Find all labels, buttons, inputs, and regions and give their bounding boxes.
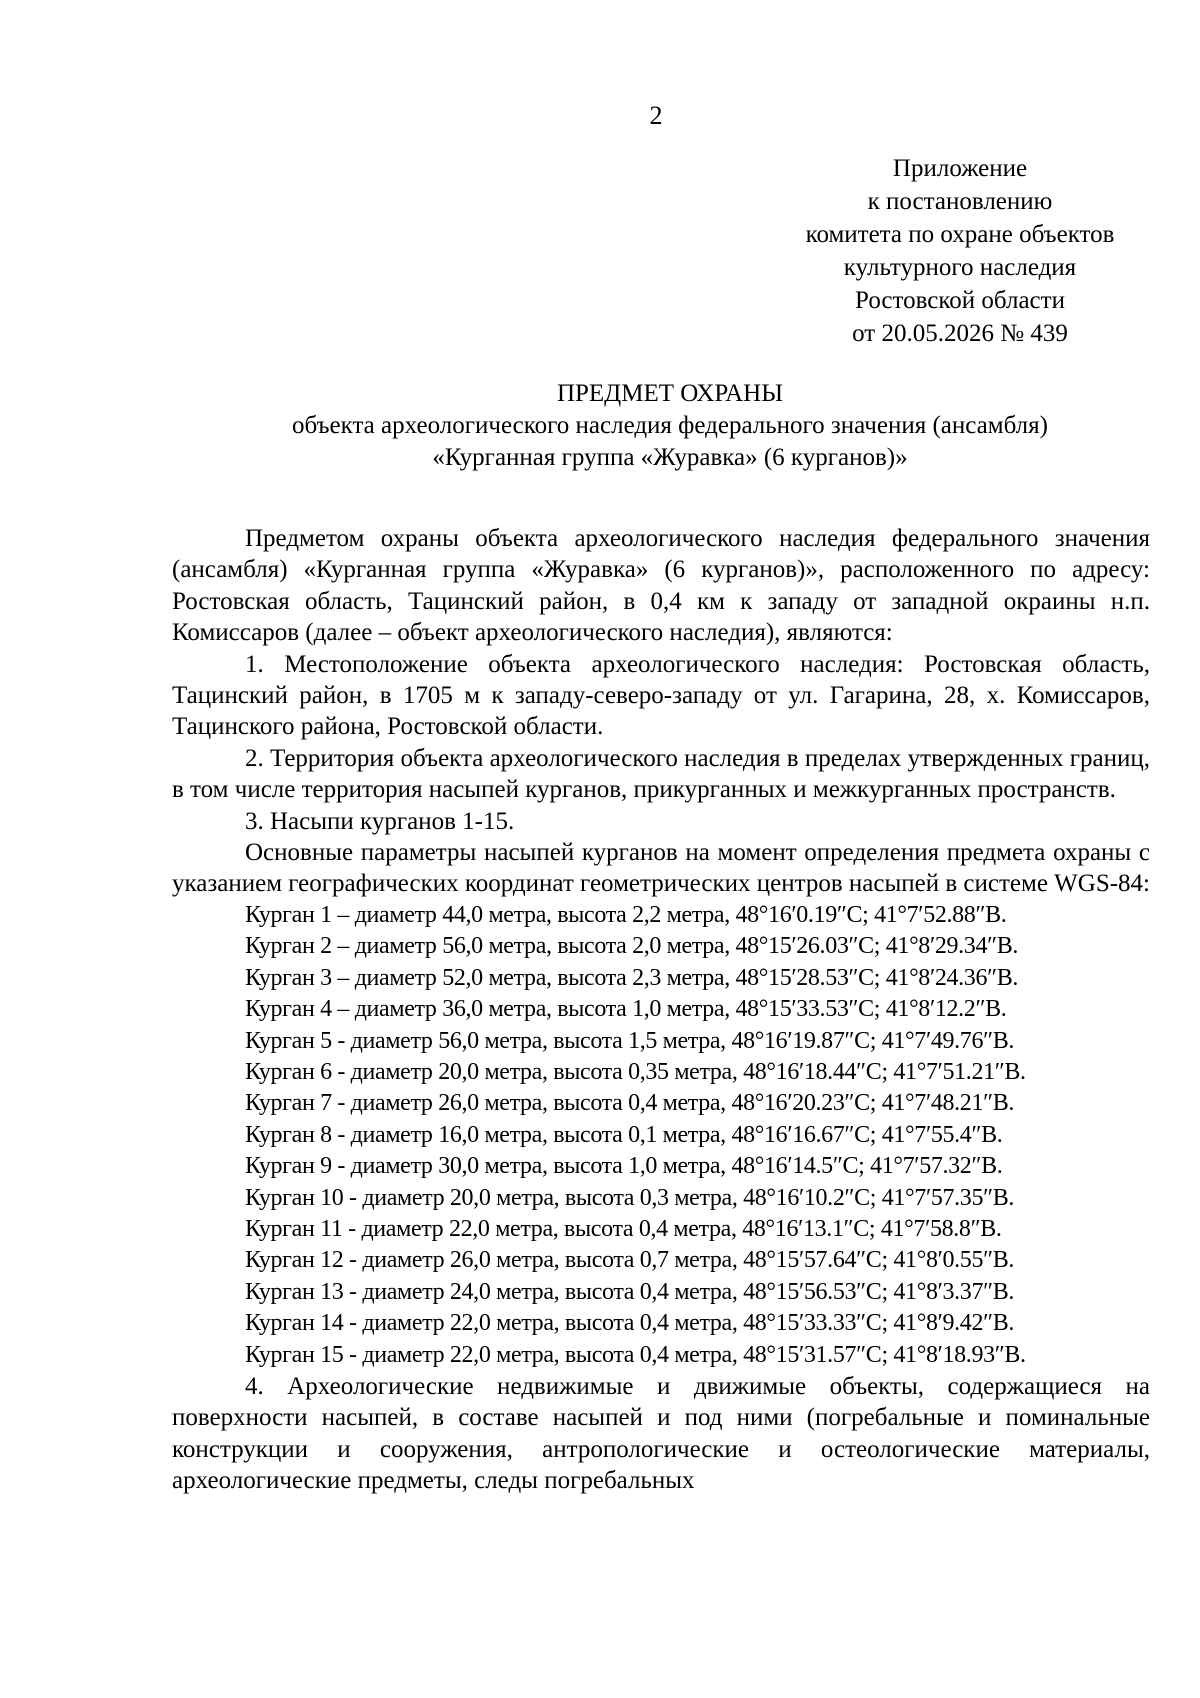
list-item: Курган 9 - диаметр 30,0 метра, высота 1,0 метра, 48°16′14.5″С; 41°7′57.32″В.	[245, 1153, 1003, 1180]
appendix-block	[760, 152, 1160, 350]
list-item: Курган 13 - диаметр 24,0 метра, высота 0,4 метра, 48°15′56.53″С; 41°8′3.37″В.	[245, 1278, 1015, 1305]
appendix-line: комитета по охране объектов	[805, 221, 1115, 248]
appendix-line: культурного наследия	[843, 254, 1077, 281]
appendix-line: к постановлению	[867, 188, 1053, 215]
appendix-line: от 20.05.2026 № 439	[852, 320, 1068, 347]
list-item: Курган 8 - диаметр 16,0 метра, высота 0,1 метра, 48°16′16.67″С; 41°7′55.4″В.	[245, 1121, 1003, 1148]
intro-paragraph: Предметом охраны объекта археологического наследия федерального значения (ансамбля) «Курганная группа «Журавка» (6 курганов)», расположенного по адресу: Ростовская область, Тацинский район, в 0,4 км к западу от западной окраины н.п. Комиссаров (далее – объект археологического наследия), являются:	[172, 525, 1150, 647]
item-mounds: 3. Насыпи курганов 1-15.	[245, 807, 515, 835]
document-subtitle-object: «Курганная группа «Журавка» (6 курганов)»	[432, 444, 908, 471]
page-number: 2	[649, 101, 663, 130]
list-item: Курган 5 - диаметр 56,0 метра, высота 1,5 метра, 48°16′19.87″С; 41°7′49.76″В.	[245, 1027, 1015, 1054]
item-location: 1. Местоположение объекта археологического наследия: Ростовская область, Тацинский район, в 1705 м к западу-северо-западу от ул. Гагарина, 28, х. Комиссаров, Тацинского района, Ростовской области.	[172, 650, 1150, 741]
list-item: Курган 12 - диаметр 26,0 метра, высота 0,7 метра, 48°15′57.64″С; 41°8′0.55″В.	[245, 1247, 1015, 1274]
document-heading: ПРЕДМЕТ ОХРАНЫ	[556, 380, 784, 407]
appendix-line: Ростовской области	[855, 287, 1065, 314]
list-item: Курган 15 - диаметр 22,0 метра, высота 0,4 метра, 48°15′31.57″С; 41°8′18.93″В.	[245, 1341, 1026, 1368]
appendix-line: Приложение	[892, 155, 1028, 182]
document-subtitle: объекта археологического наследия федерального значения (ансамбля)	[292, 412, 1048, 439]
list-item: Курган 4 – диаметр 36,0 метра, высота 1,0 метра, 48°15′33.53″С; 41°8′12.2″В.	[245, 996, 1007, 1023]
list-item: Курган 2 – диаметр 56,0 метра, высота 2,0 метра, 48°15′26.03″С; 41°8′29.34″В.	[245, 933, 1019, 960]
parameters-intro: Основные параметры насыпей курганов на момент определения предмета охраны с указанием географических координат геометрических центров насыпей в системе WGS-84:	[172, 839, 1151, 898]
list-item: Курган 7 - диаметр 26,0 метра, высота 0,4 метра, 48°16′20.23″С; 41°7′48.21″В.	[245, 1090, 1015, 1117]
kurgan-list	[172, 900, 1150, 1371]
item-territory: 2. Территория объекта археологического наследия в пределах утвержденных границ, в том числе территория насыпей курганов, прикурганных и межкурганных пространств.	[172, 744, 1150, 804]
list-item: Курган 11 - диаметр 22,0 метра, высота 0,4 метра, 48°16′13.1″С; 41°7′58.8″В.	[245, 1215, 1002, 1242]
list-item: Курган 10 - диаметр 20,0 метра, высота 0,3 метра, 48°16′10.2″С; 41°7′57.35″В.	[245, 1184, 1015, 1211]
list-item: Курган 14 - диаметр 22,0 метра, высота 0,4 метра, 48°15′33.33″С; 41°8′9.42″В.	[245, 1310, 1015, 1337]
list-item: Курган 6 - диаметр 20,0 метра, высота 0,35 метра, 48°16′18.44″С; 41°7′51.21″В.	[245, 1058, 1026, 1085]
title-block	[170, 378, 1170, 474]
list-item: Курган 1 – диаметр 44,0 метра, высота 2,2 метра, 48°16′0.19″С; 41°7′52.88″В.	[245, 901, 1007, 928]
item-archaeological-objects: 4. Археологические недвижимые и движимые объекты, содержащиеся на поверхности насыпей, в составе насыпей и под ними (погребальные и поминальные конструкции и сооружения, антропологические и остеологические материалы, археологические предметы, следы погребальных	[172, 1372, 1150, 1495]
list-item: Курган 3 – диаметр 52,0 метра, высота 2,3 метра, 48°15′28.53″С; 41°8′24.36″В.	[245, 964, 1019, 991]
document-body	[172, 523, 1150, 1497]
